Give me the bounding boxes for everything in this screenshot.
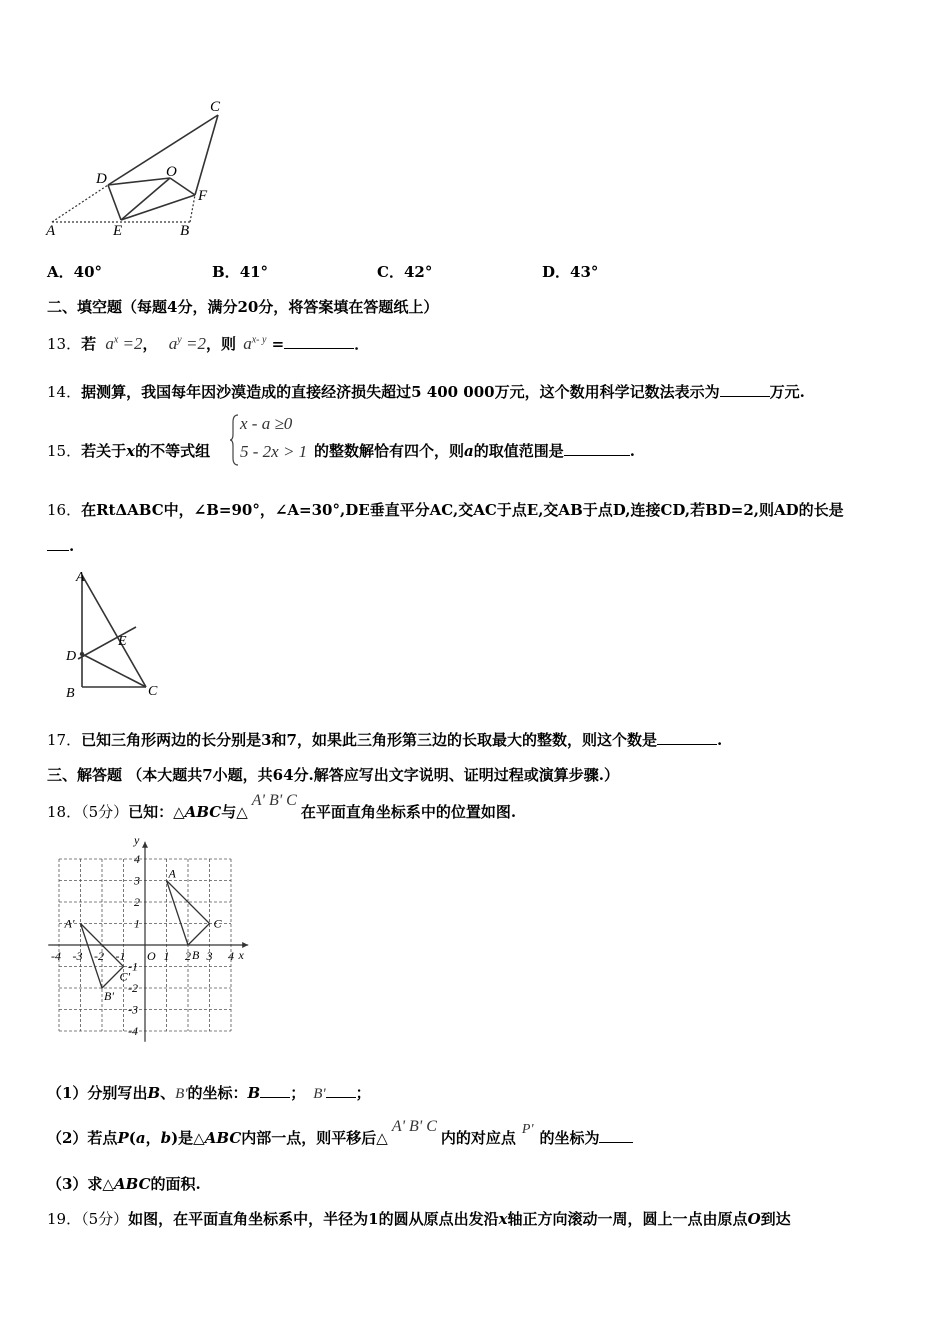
x-tick-label: O <box>147 949 156 963</box>
x-tick-label: -3 <box>72 949 83 963</box>
y-tick-label: 2 <box>134 895 140 909</box>
label-A: A <box>46 223 56 239</box>
triangle-abc-vertex-label: A <box>168 866 176 881</box>
label-C: C <box>210 99 221 115</box>
y-tick-label: -4 <box>128 1024 138 1038</box>
label-B: B <box>66 686 75 701</box>
triangle-abc-vertex-label: C <box>213 916 222 931</box>
question-18-part-1: （1）分别写出B、B'的坐标：B ； B' ； <box>47 1084 371 1102</box>
y-tick-label: 1 <box>134 916 140 931</box>
brace-icon <box>229 414 239 466</box>
question-19: 19．（5分）如图，在平面直角坐标系中，半径为1的圆从原点出发沿x轴正方向滚动一周，圆上一点由原点O到达 <box>47 1210 791 1228</box>
answer-blank-p-prime[interactable] <box>599 1128 633 1143</box>
triangle-abc-prime-vertex-label: A' <box>64 916 75 931</box>
answer-blank-16[interactable] <box>47 536 69 551</box>
question-15: 15．若关于x的不等式组 <box>47 442 211 460</box>
answer-blank-13[interactable] <box>284 334 354 349</box>
y-tick-label: 4 <box>134 852 140 866</box>
q16-figure <box>60 565 180 700</box>
coordinate-grid <box>45 832 255 1050</box>
question-18-part-2: （2）若点P(a，b)是△ABC内部一点，则平移后△A' B' C内的对应点 P' 的坐标为 <box>47 1127 633 1148</box>
answer-blank-17[interactable] <box>657 730 717 745</box>
option-c: C．42° <box>377 263 433 281</box>
question-16-blank-line: . <box>47 536 74 555</box>
x-axis-label: x <box>238 948 244 962</box>
triangle-abc-prime-vertex-label: B' <box>104 989 114 1003</box>
x-tick-label: 1 <box>163 949 170 963</box>
y-tick-label: -2 <box>128 981 138 995</box>
label-E: E <box>118 634 127 649</box>
answer-blank-14[interactable] <box>720 382 770 397</box>
inequality-2: 5 - 2x > 1 <box>240 442 308 461</box>
label-E: E <box>113 223 123 239</box>
label-D: D <box>96 171 107 187</box>
question-16: 16．在RtΔABC中，∠B=90°，∠A=30°,DE垂直平分AC,交AC于点E,交AB于点D,连接CD,若BD=2,则AD的长是 <box>47 501 844 519</box>
q12-figure <box>40 95 240 240</box>
label-C: C <box>148 684 158 699</box>
y-tick-label: -1 <box>128 959 138 974</box>
section-2-heading: 二、填空题（每题4分，满分20分，将答案填在答题纸上） <box>47 298 439 316</box>
answer-blank-b-prime[interactable] <box>326 1083 356 1098</box>
x-tick-label: 2 <box>185 949 191 963</box>
x-tick-label: -1 <box>115 949 126 963</box>
label-B: B <box>180 223 190 239</box>
x-tick-label: 4 <box>228 949 234 963</box>
y-axis-arrow <box>142 842 148 848</box>
option-a: A．40° <box>47 263 103 281</box>
question-14: 14．据测算，我国每年因沙漠造成的直接经济损失超过5 400 000万元，这个数用科学记数法表示为 万元. <box>47 383 805 401</box>
question-18: 18．（5分）已知：△ABC与△A' B' C在平面直角坐标系中的位置如图. <box>47 792 517 821</box>
question-13: 13．若 $a^x =2$， $a^y =2$，则 $a^{x- y}$ = ． <box>47 334 370 353</box>
y-tick-label: -3 <box>128 1002 138 1017</box>
answer-blank-15[interactable] <box>564 441 630 456</box>
question-17: 17．已知三角形两边的长分别是3和7，如果此三角形第三边的长取最大的整数，则这个数是 . <box>47 731 723 749</box>
answer-blank-b[interactable] <box>260 1083 290 1098</box>
x-tick-label: -2 <box>94 949 104 963</box>
question-15-tail: 的整数解恰有四个，则a的取值范围是 . <box>314 442 635 460</box>
section-3-heading: 三、解答题 （本大题共7小题，共64分.解答应写出文字说明、证明过程或演算步骤.） <box>47 766 619 784</box>
x-tick-label: 3 <box>206 949 213 963</box>
label-O: O <box>166 164 177 180</box>
x-tick-label: -4 <box>51 949 61 963</box>
label-D: D <box>66 649 77 664</box>
y-axis-label: y <box>134 832 140 847</box>
triangle-abc-vertex-label: B <box>192 948 200 962</box>
question-18-part-3: （3）求△ABC的面积. <box>47 1175 201 1193</box>
triangle-abc-prime-vertex-label: C' <box>119 969 131 984</box>
inequality-1: x - a ≥0 <box>240 414 293 433</box>
label-A: A <box>76 570 85 585</box>
option-b: B．41° <box>212 263 269 281</box>
y-tick-label: 3 <box>134 873 140 888</box>
label-F: F <box>198 188 208 204</box>
option-d: D．43° <box>542 263 599 281</box>
